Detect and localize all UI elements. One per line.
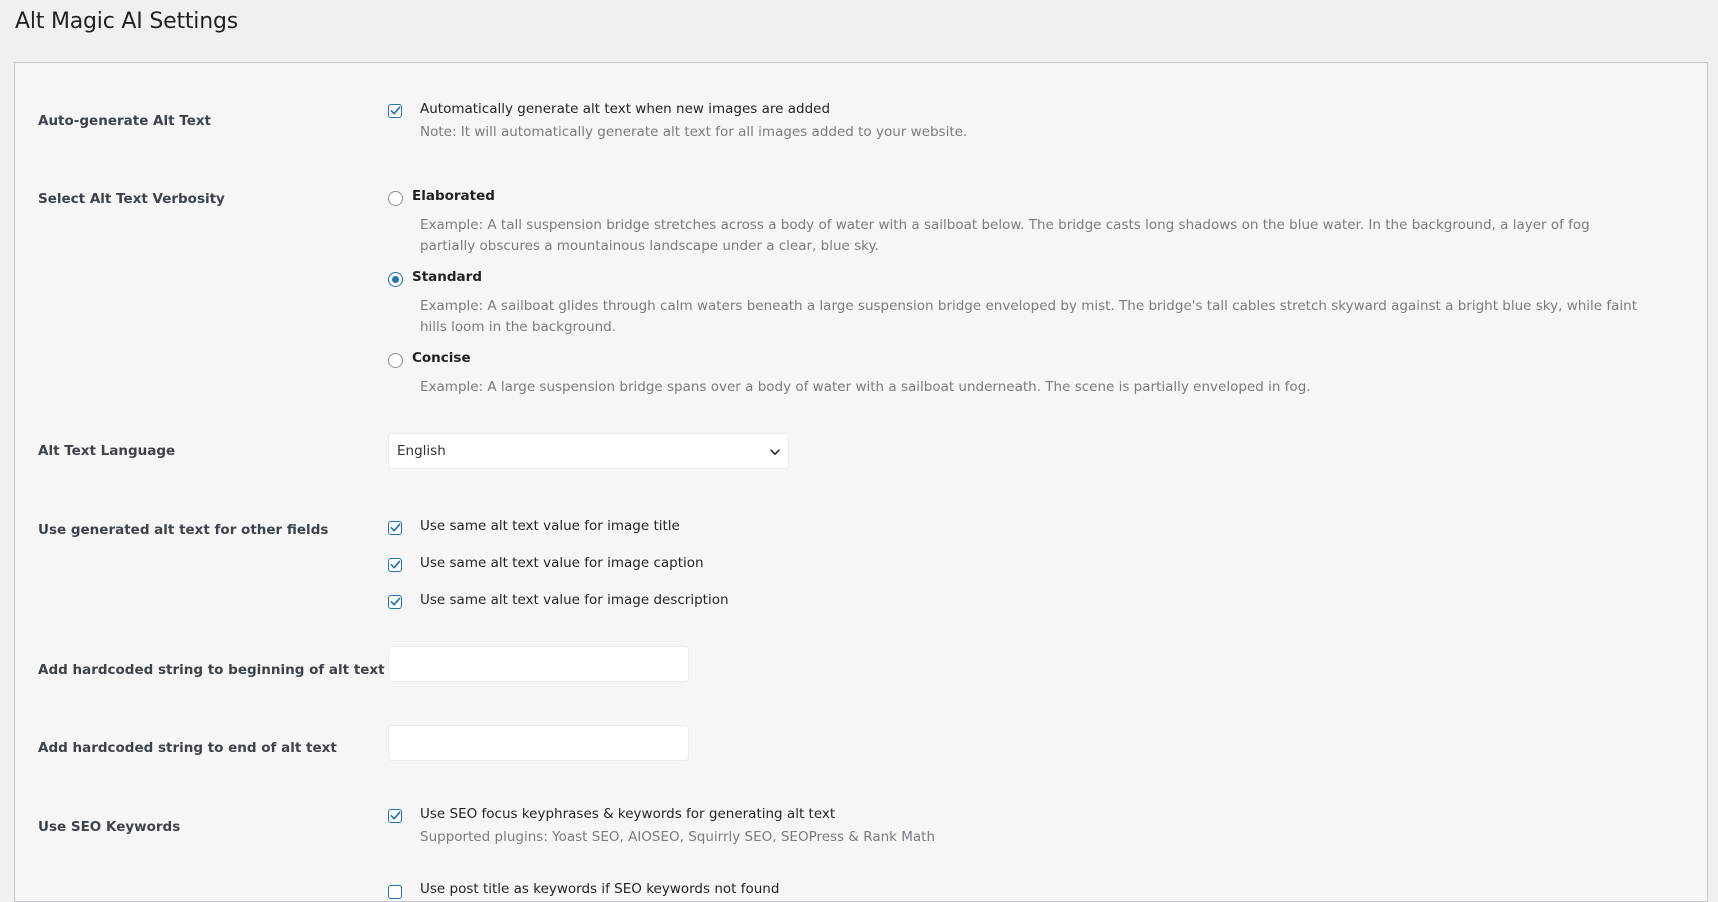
radio-standard[interactable]: [388, 272, 403, 287]
image-description-checkbox[interactable]: [388, 595, 402, 609]
image-title-option-label[interactable]: Use same alt text value for image title: [420, 518, 680, 534]
check-icon: [388, 557, 403, 572]
seo-keywords-checkbox[interactable]: [388, 809, 402, 823]
image-description-option-label[interactable]: Use same alt text value for image description: [420, 592, 729, 608]
settings-panel: [14, 62, 1708, 902]
language-select[interactable]: [388, 433, 789, 469]
suffix-label: Add hardcoded string to end of alt text: [38, 740, 337, 756]
check-icon: [388, 103, 403, 118]
prefix-input[interactable]: [388, 646, 689, 682]
seo-supported-plugins-note: Supported plugins: Yoast SEO, AIOSEO, Squirrly SEO, SEOPress & Rank Math: [420, 829, 936, 845]
check-icon: [388, 520, 403, 535]
chevron-down-icon: [768, 445, 782, 459]
post-title-keywords-option-label[interactable]: Use post title as keywords if SEO keywords not found: [420, 881, 780, 897]
check-icon: [388, 594, 403, 609]
image-caption-checkbox[interactable]: [388, 558, 402, 572]
post-title-keywords-checkbox[interactable]: [388, 885, 402, 899]
image-caption-option-label[interactable]: Use same alt text value for image caption: [420, 555, 704, 571]
image-title-checkbox[interactable]: [388, 521, 402, 535]
language-select-value: English: [397, 443, 446, 459]
suffix-input[interactable]: [388, 725, 689, 761]
post-title-keywords-row: [388, 881, 780, 897]
radio-standard-label[interactable]: Standard: [412, 269, 482, 285]
verbosity-label: Select Alt Text Verbosity: [38, 191, 225, 207]
concise-example: Example: A large suspension bridge spans over a body of water with a sailboat underneath. The scene is partially enveloped in fog.: [420, 379, 1311, 395]
language-label: Alt Text Language: [38, 443, 176, 459]
standard-example: Example: A sailboat glides through calm waters beneath a large suspension bridge enveloped by mist. The bridge's tall cables stretch skyward against a bright blue sky, while faint hills loom in the background.: [420, 298, 1638, 335]
auto-generate-option-label[interactable]: Automatically generate alt text when new images are added: [420, 101, 831, 117]
other-fields-label: Use generated alt text for other fields: [38, 522, 329, 538]
auto-generate-label: Auto-generate Alt Text: [38, 113, 212, 129]
radio-elaborated-label[interactable]: Elaborated: [412, 188, 495, 204]
check-icon: [388, 808, 403, 823]
elaborated-example: Example: A tall suspension bridge stretches across a body of water with a sailboat below. The bridge casts long shadows on the blue water. In the background, a layer of fog partially obscures a mountainous landscape under a clear, blue sky.: [420, 217, 1590, 254]
seo-keywords-option-label[interactable]: Use SEO focus keyphrases & keywords for generating alt text: [420, 806, 836, 822]
radio-elaborated[interactable]: [388, 191, 403, 206]
seo-label: Use SEO Keywords: [38, 819, 181, 835]
page-title: Alt Magic AI Settings: [15, 9, 238, 34]
prefix-label: Add hardcoded string to beginning of alt text: [38, 662, 385, 678]
auto-generate-note: Note: It will automatically generate alt text for all images added to your website.: [420, 124, 968, 140]
radio-concise[interactable]: [388, 353, 403, 368]
auto-generate-checkbox[interactable]: [388, 104, 402, 118]
radio-concise-label[interactable]: Concise: [412, 350, 471, 366]
